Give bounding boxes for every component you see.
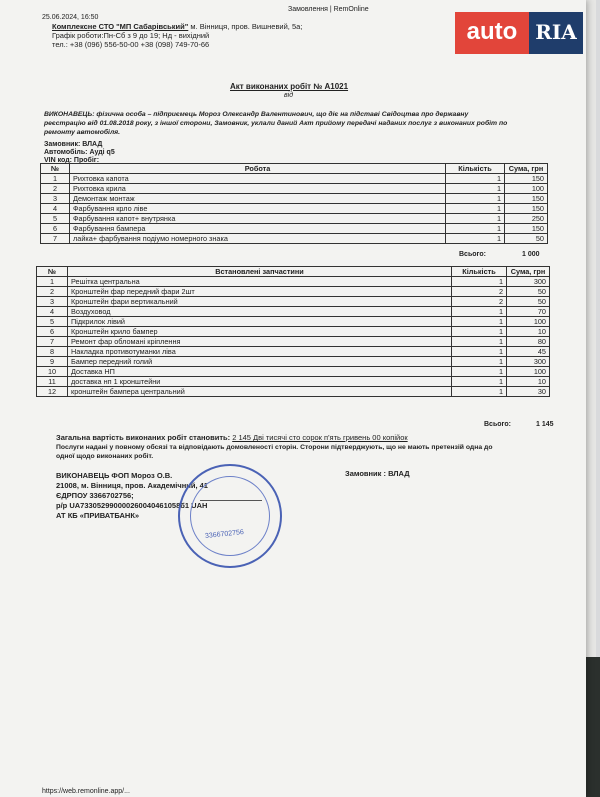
works-cell-name: лайка+ фарбування подіумо номерного знака	[70, 234, 446, 244]
parts-cell-name: кронштейн бампера центральний	[68, 387, 452, 397]
works-row	[41, 204, 548, 214]
works-cell-sum: 150	[505, 194, 548, 204]
works-cell-qty: 1	[446, 234, 505, 244]
parts-cell-qty: 1	[452, 277, 507, 287]
watermark-ria: RIA	[529, 12, 583, 54]
company-line	[52, 22, 302, 31]
works-row	[41, 234, 548, 244]
parts-cell-sum: 80	[507, 337, 550, 347]
works-cell-sum: 250	[505, 214, 548, 224]
executor-title: ВИКОНАВЕЦЬ ФОП Мороз О.В.	[56, 471, 173, 480]
watermark-logo	[455, 12, 583, 54]
works-cell-name: Фарбування бампера	[70, 224, 446, 234]
parts-cell-name: Ремонт фар обломані кріплення	[68, 337, 452, 347]
works-cell-sum: 150	[505, 204, 548, 214]
doc-title: Акт виконаних робіт № А1021	[230, 82, 349, 91]
works-cell-no: 1	[41, 174, 70, 184]
client-car: Автомобіль: Ауді q5	[44, 149, 115, 156]
parts-cell-no: 1	[37, 277, 68, 287]
works-cell-name: Демонтаж монтаж	[70, 194, 446, 204]
parts-total-label: Всього:	[484, 421, 511, 428]
company-phones: тел.: +38 (096) 556-50-00 +38 (098) 749-70-66	[52, 40, 210, 49]
watermark-auto: auto	[455, 12, 529, 54]
parts-cell-qty: 1	[452, 387, 507, 397]
works-col-name: Робота	[70, 164, 446, 174]
parts-row	[37, 367, 550, 377]
works-total-label: Всього:	[459, 251, 486, 258]
parts-row	[37, 337, 550, 347]
works-row	[41, 184, 548, 194]
parts-row	[37, 287, 550, 297]
parts-row	[37, 377, 550, 387]
works-cell-name: Рихтовка капота	[70, 174, 446, 184]
works-cell-name: Рихтовка крила	[70, 184, 446, 194]
parts-cell-no: 8	[37, 347, 68, 357]
doc-date-label: від	[284, 92, 294, 99]
parts-col-qty: Кількість	[452, 267, 507, 277]
company-stamp	[178, 464, 282, 568]
company-address: м. Вінниця, пров. Вишневий, 5а;	[188, 22, 303, 31]
parts-cell-no: 7	[37, 337, 68, 347]
parts-row	[37, 317, 550, 327]
parts-row	[37, 297, 550, 307]
parts-row	[37, 347, 550, 357]
parts-cell-name: Доставка НП	[68, 367, 452, 377]
parts-total: 1 145	[536, 421, 554, 428]
print-datetime: 25.06.2024, 16:50	[42, 14, 99, 21]
parts-cell-name: Кронштейн фари вертикальний	[68, 297, 452, 307]
works-cell-no: 3	[41, 194, 70, 204]
works-total: 1 000	[522, 251, 540, 258]
parts-row	[37, 357, 550, 367]
print-header-center: Замовлення | RemOnline	[288, 6, 369, 13]
parts-cell-name: Підкрилок лівий	[68, 317, 452, 327]
parts-cell-no: 4	[37, 307, 68, 317]
parts-cell-qty: 1	[452, 357, 507, 367]
works-cell-name: Фарбування капот+ внутрянка	[70, 214, 446, 224]
summary-cost-label: Загальна вартість виконаних робіт становить:	[56, 433, 231, 442]
parts-cell-no: 11	[37, 377, 68, 387]
summary-line2: Послуги надані у повному обсязі та відповідають домовленості сторін. Сторони підтверджують, що не мають претензій одна до	[56, 444, 493, 451]
works-row	[41, 174, 548, 184]
parts-cell-no: 9	[37, 357, 68, 367]
customer-sign: Замовник : ВЛАД	[345, 469, 410, 478]
summary-cost-value: 2 145 Дві тисячі сто сорок п'ять гривень 00 копійок	[232, 433, 408, 442]
intro-line2: реєстрацію від 01.08.2018 року, з іншої сторони, Замовник, уклали даний Акт прийому передачі наданих послуг з виконаних робіт по	[44, 120, 508, 127]
works-cell-name: Фарбування крло ліве	[70, 204, 446, 214]
client-vin: VIN код: Пробіг:	[44, 157, 100, 164]
parts-header-row	[37, 267, 550, 277]
works-cell-qty: 1	[446, 214, 505, 224]
parts-cell-qty: 1	[452, 347, 507, 357]
company-schedule: Графік роботи:Пн-Сб з 9 до 19; Нд - вихідний	[52, 31, 210, 40]
parts-cell-sum: 50	[507, 287, 550, 297]
parts-cell-sum: 10	[507, 327, 550, 337]
parts-row	[37, 307, 550, 317]
intro-line3: ремонту автомобіля.	[44, 129, 121, 136]
parts-cell-sum: 45	[507, 347, 550, 357]
company-name: Комплексне СТО "МП Сабарівський"	[52, 22, 189, 31]
parts-cell-qty: 1	[452, 317, 507, 327]
parts-col-name: Встановлені запчастини	[68, 267, 452, 277]
executor-account: р/р UA733052990000260040461058б1 UAH	[56, 501, 208, 510]
works-cell-qty: 1	[446, 224, 505, 234]
parts-cell-sum: 300	[507, 277, 550, 287]
works-row	[41, 224, 548, 234]
parts-row	[37, 387, 550, 397]
intro-line1: ВИКОНАВЕЦЬ: фізична особа – підприємець Мороз Олександр Валентинович, що діє на підставі Свідоцтва про державну	[44, 111, 469, 118]
stamp-code: 3366702756	[204, 528, 245, 541]
works-cell-qty: 1	[446, 204, 505, 214]
parts-cell-no: 6	[37, 327, 68, 337]
parts-cell-name: Кронштейн крило бампер	[68, 327, 452, 337]
works-cell-sum: 100	[505, 184, 548, 194]
works-cell-qty: 1	[446, 194, 505, 204]
parts-cell-name: Решітка центральна	[68, 277, 452, 287]
parts-cell-no: 2	[37, 287, 68, 297]
parts-cell-qty: 1	[452, 337, 507, 347]
executor-address: 21008, м. Вінниця, пров. Академічний, 41	[56, 481, 208, 490]
works-cell-sum: 50	[505, 234, 548, 244]
parts-cell-sum: 50	[507, 297, 550, 307]
parts-cell-sum: 300	[507, 357, 550, 367]
parts-cell-qty: 1	[452, 307, 507, 317]
executor-bank: АТ КБ «ПРИВАТБАНК»	[56, 511, 140, 520]
parts-cell-name: Воздуховод	[68, 307, 452, 317]
parts-cell-sum: 100	[507, 317, 550, 327]
parts-cell-no: 3	[37, 297, 68, 307]
parts-cell-qty: 1	[452, 367, 507, 377]
parts-cell-name: Бампер передний голий	[68, 357, 452, 367]
works-table	[40, 163, 548, 244]
works-cell-qty: 1	[446, 174, 505, 184]
works-cell-no: 7	[41, 234, 70, 244]
parts-cell-no: 10	[37, 367, 68, 377]
summary-line3: одної щодо виконаних робіт.	[56, 453, 154, 460]
summary-cost	[56, 433, 408, 442]
parts-col-sum: Сума, грн	[507, 267, 550, 277]
parts-cell-sum: 70	[507, 307, 550, 317]
works-cell-sum: 150	[505, 174, 548, 184]
parts-cell-sum: 30	[507, 387, 550, 397]
parts-cell-qty: 2	[452, 287, 507, 297]
executor-edrpou: ЄДРПОУ 3366702756;	[56, 491, 134, 500]
works-cell-no: 5	[41, 214, 70, 224]
parts-table	[36, 266, 550, 397]
parts-cell-name: доставка нп 1 кронштейни	[68, 377, 452, 387]
parts-row	[37, 277, 550, 287]
parts-col-no: №	[37, 267, 68, 277]
parts-cell-qty: 1	[452, 327, 507, 337]
works-col-sum: Сума, грн	[505, 164, 548, 174]
works-row	[41, 194, 548, 204]
works-row	[41, 214, 548, 224]
works-cell-no: 6	[41, 224, 70, 234]
parts-cell-sum: 100	[507, 367, 550, 377]
works-col-no: №	[41, 164, 70, 174]
parts-cell-name: Кронштейн фар передний фари 2шт	[68, 287, 452, 297]
parts-cell-qty: 2	[452, 297, 507, 307]
print-footer-url: https://web.remonline.app/...	[42, 788, 130, 795]
works-col-qty: Кількість	[446, 164, 505, 174]
works-header-row	[41, 164, 548, 174]
parts-row	[37, 327, 550, 337]
parts-cell-no: 5	[37, 317, 68, 327]
parts-cell-no: 12	[37, 387, 68, 397]
works-cell-no: 2	[41, 184, 70, 194]
parts-cell-qty: 1	[452, 377, 507, 387]
works-cell-sum: 150	[505, 224, 548, 234]
works-cell-qty: 1	[446, 184, 505, 194]
works-cell-no: 4	[41, 204, 70, 214]
parts-cell-sum: 10	[507, 377, 550, 387]
parts-cell-name: Накладка противотуманки ліва	[68, 347, 452, 357]
client-customer: Замовник: ВЛАД	[44, 141, 103, 148]
